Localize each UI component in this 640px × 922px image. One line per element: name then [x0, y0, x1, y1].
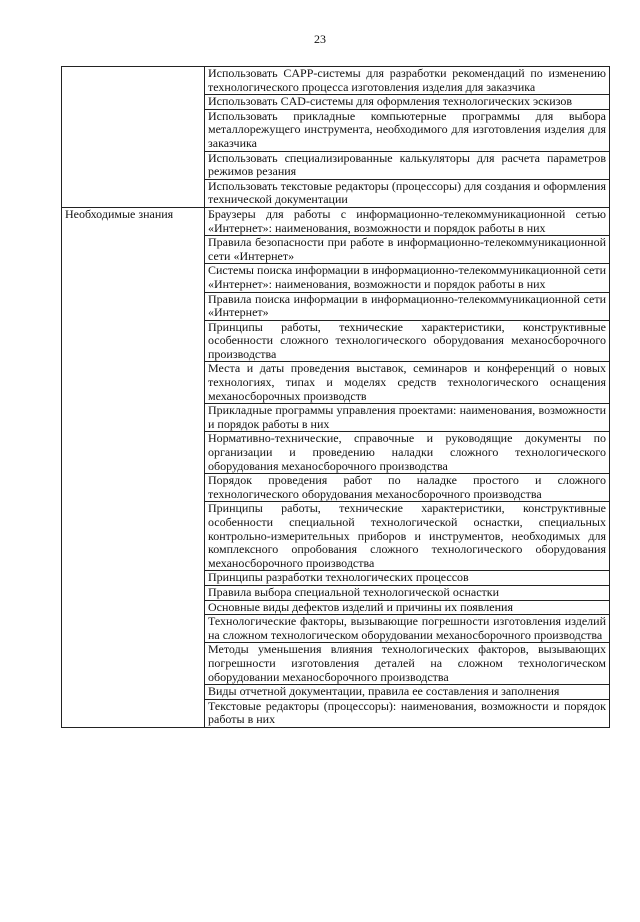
knowledge-section-item: Принципы работы, технические характеристики, конструктивные особенности сложного технологического оборудования механосборочного производства — [205, 320, 610, 362]
skills-section-item: Использовать текстовые редакторы (процессоры) для создания и оформления технической документации — [205, 179, 610, 207]
knowledge-section-item: Правила поиска информации в информационно-телекоммуникационной сети «Интернет» — [205, 292, 610, 320]
knowledge-section-item: Основные виды дефектов изделий и причины их появления — [205, 600, 610, 615]
skills-section-row — [62, 67, 610, 95]
knowledge-section-item: Правила безопасности при работе в информационно-телекоммуникационной сети «Интернет» — [205, 236, 610, 264]
skills-section-item: Использовать CAD-системы для оформления технологических эскизов — [205, 95, 610, 110]
knowledge-section-item: Виды отчетной документации, правила ее составления и заполнения — [205, 685, 610, 700]
knowledge-section-label: Необходимые знания — [62, 207, 205, 727]
skills-section-item: Использовать CAPP-системы для разработки рекомендаций по изменению технологического процесса изготовления изделия для заказчика — [205, 67, 610, 95]
skills-section-item: Использовать прикладные компьютерные программы для выбора металлорежущего инструмента, необходимого для изготовления изделия для заказчика — [205, 109, 610, 151]
page-number: 23 — [314, 32, 326, 46]
knowledge-section-item: Правила выбора специальной технологической оснастки — [205, 585, 610, 600]
requirements-table-body — [62, 67, 610, 728]
knowledge-section-item: Нормативно-технические, справочные и руководящие документы по организации и проведению наладки сложного технологического оборудования механосборочного производства — [205, 432, 610, 474]
knowledge-section-item: Места и даты проведения выставок, семинаров и конференций о новых технологиях, типах и моделях средств технологического оснащения механосборочных производств — [205, 362, 610, 404]
knowledge-section-item: Принципы разработки технологических процессов — [205, 571, 610, 586]
skills-section-item: Использовать специализированные калькуляторы для расчета параметров режимов резания — [205, 151, 610, 179]
knowledge-section-row — [62, 207, 610, 235]
knowledge-section-item: Порядок проведения работ по наладке простого и сложного технологического оборудования механосборочного производства — [205, 474, 610, 502]
knowledge-section-item: Принципы работы, технические характеристики, конструктивные особенности специальной технологической оснастки, специальных контрольно-измерительных приборов и инструментов, необходимых для комплексного опробования сложного технологического оборудования механосборочного производства — [205, 502, 610, 571]
knowledge-section-item: Прикладные программы управления проектами: наименования, возможности и порядок работы в них — [205, 404, 610, 432]
knowledge-section-item: Технологические факторы, вызывающие погрешности изготовления изделий на сложном технологическом оборудовании механосборочного производства — [205, 615, 610, 643]
knowledge-section-item: Текстовые редакторы (процессоры): наименования, возможности и порядок работы в них — [205, 699, 610, 727]
requirements-table — [61, 66, 610, 728]
skills-section-label — [62, 67, 205, 208]
knowledge-section-item: Системы поиска информации в информационно-телекоммуникационной сети «Интернет»: наименования, возможности и порядок работы в них — [205, 264, 610, 292]
knowledge-section-item: Методы уменьшения влияния технологических факторов, вызывающих погрешности изготовления деталей на сложном технологическом оборудовании механосборочного производства — [205, 643, 610, 685]
knowledge-section-item: Браузеры для работы с информационно-телекоммуникационной сетью «Интернет»: наименования, возможности и порядок работы в них — [205, 207, 610, 235]
